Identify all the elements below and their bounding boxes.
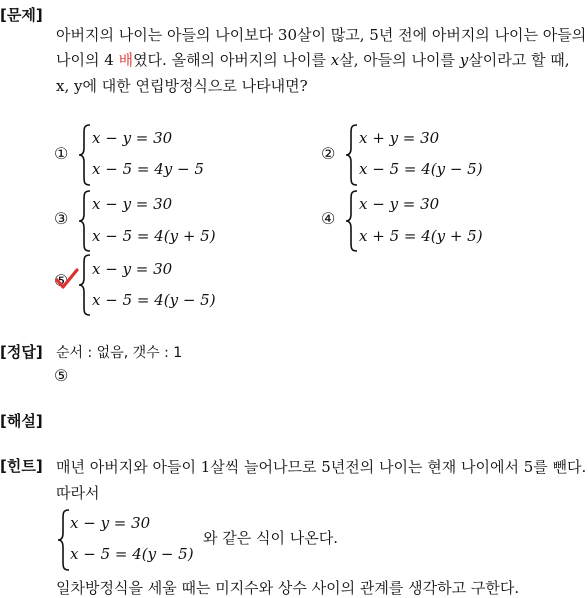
brace-icon xyxy=(78,124,92,186)
option-number: ③ xyxy=(54,209,69,228)
option-eq-2: x − 5 = 4(y − 5) xyxy=(92,291,216,309)
check-mark-icon xyxy=(55,268,79,290)
option-number: ④ xyxy=(321,209,336,228)
option-eq-1: x − y = 30 xyxy=(92,129,173,147)
question-line-2-b: 였다. 올해의 아버지의 나이를 xyxy=(133,51,331,69)
question-line-2-d: 살이라고 할 때, xyxy=(468,51,570,69)
question-line-2-a: 나이의 4 xyxy=(56,51,119,69)
question-line-1: 아버지의 나이는 아들의 나이보다 30살이 많고, 5년 전에 아버지의 나이는 아들의 xyxy=(56,26,587,44)
hint-line-4: 일차방정식을 세울 때는 미지수와 상수 사이의 관계를 생각하고 구한다. xyxy=(56,579,520,597)
brace-icon xyxy=(57,509,71,571)
question-var-y: y xyxy=(459,51,469,69)
option-eq-1: x + y = 30 xyxy=(359,129,440,147)
option-eq-2: x − 5 = 4(y + 5) xyxy=(92,227,216,245)
option-eq-1: x − y = 30 xyxy=(359,195,440,213)
option-eq-2: x + 5 = 4(y + 5) xyxy=(359,227,483,245)
hint-eq-1: x − y = 30 xyxy=(70,514,151,532)
answer-value: ⑤ xyxy=(54,366,69,385)
question-label: [문제] xyxy=(0,6,43,24)
option-number: ② xyxy=(321,144,336,163)
question-line-2 xyxy=(56,49,570,70)
option-eq-2: x − 5 = 4y − 5 xyxy=(92,160,204,178)
option-eq-2: x − 5 = 4(y − 5) xyxy=(359,160,483,178)
question-line-2-c: 살, 아들의 나이를 xyxy=(339,51,460,69)
explanation-label: [해설] xyxy=(0,412,43,430)
brace-icon xyxy=(78,254,92,316)
option-number: ① xyxy=(54,144,69,163)
hint-label: [힌트] xyxy=(0,457,43,475)
option-eq-1: x − y = 30 xyxy=(92,195,173,213)
option-eq-1: x − y = 30 xyxy=(92,260,173,278)
option-number: ⑤ xyxy=(54,271,69,290)
hint-after-text: 와 같은 식이 나온다. xyxy=(203,529,338,547)
brace-icon xyxy=(345,190,359,252)
brace-icon xyxy=(345,124,359,186)
brace-icon xyxy=(78,190,92,252)
hint-eq-2: x − 5 = 4(y − 5) xyxy=(70,545,194,563)
question-highlight: 배 xyxy=(118,51,134,69)
question-line-3: x, y에 대한 연립방정식으로 나타내면? xyxy=(56,77,308,95)
hint-line-2: 따라서 xyxy=(56,484,100,502)
question-var-x: x xyxy=(330,51,340,69)
answer-meta: 순서 : 없음, 갯수 : 1 xyxy=(56,345,183,361)
hint-line-1: 매년 아버지와 아들이 1살씩 늘어나므로 5년전의 나이는 현재 나이에서 5를 뺀다. xyxy=(56,458,587,476)
answer-label: [정답] xyxy=(0,343,43,361)
